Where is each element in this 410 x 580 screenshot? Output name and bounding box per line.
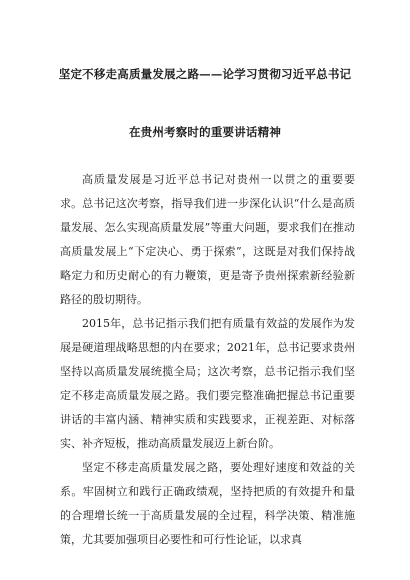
paragraph-2: 2015年，总书记指示我们把有质量有效益的发展作为发展是硬道理战略思想的内在要求；2021年，总书记要求贵州坚持以高质量发展统揽全局；这次考察，总书记指示我们坚定不移走高质量发展之路。我们要完整准确把握总书记重要讲话的丰富内涵、精神实质和实践要求，正视差距、对标落实、补齐短板，推动高质量发展迈上新台阶。 [60,317,355,450]
document-title-line-1: 坚定不移走高质量发展之路——论学习贯彻习近平总书记 [58,67,352,81]
document-title-line-2: 在贵州考察时的重要讲话精神 [128,125,282,139]
paragraph-1: 高质量发展是习近平总书记对贵州一以贯之的重要要求。总书记这次考察，指导我们进一步深化认识“什么是高质量发展、怎么实现高质量发展”等重大问题，要求我们在推动高质量发展上“下定决心、勇于探索”，这既是对我们保持战略定力和历史耐心的有力鞭策，更是寄予贵州探索新经验新路径的殷切期待。 [60,173,355,306]
document-body [60,168,355,552]
paragraph-3: 坚定不移走高质量发展之路，要处理好速度和效益的关系。牢固树立和践行正确政绩观，坚持把质的有效提升和量的合理增长统一于高质量发展的全过程，科学决策、精准施策，尤其要加强项目必要性和可行性论证，以求真 [60,461,355,546]
